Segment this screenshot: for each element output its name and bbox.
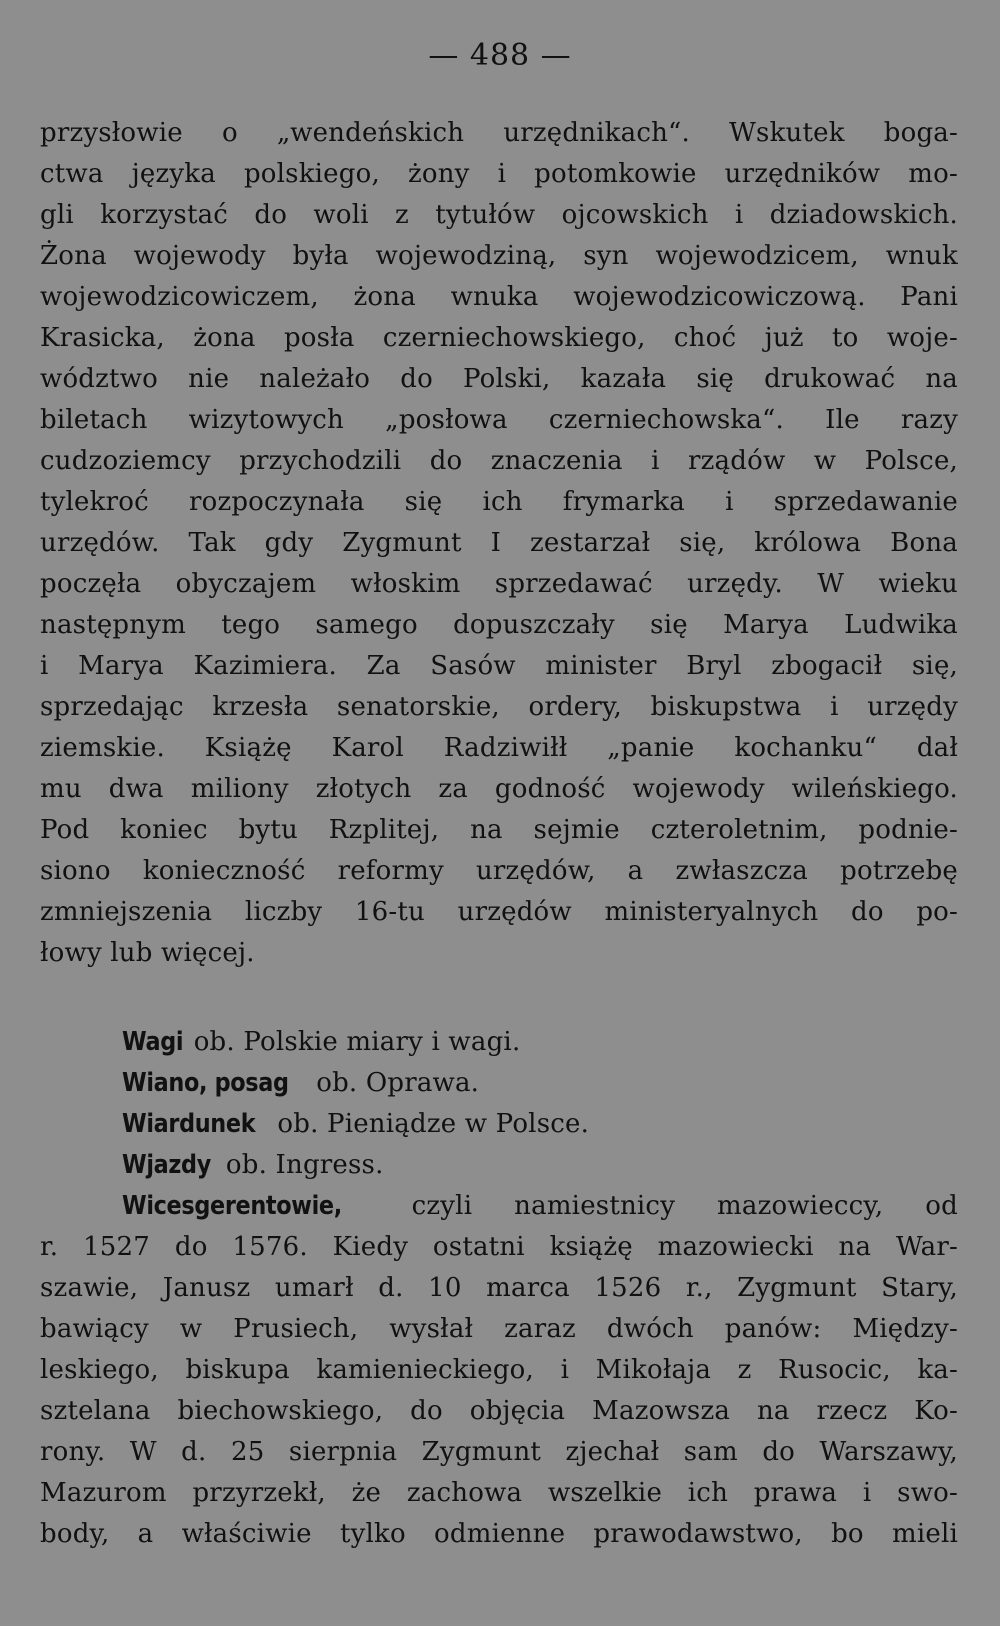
entry-text: ob. Polskie miary i wagi. [185,1027,521,1057]
entry-text: czyli namiestnicy mazowieccy, od [369,1191,958,1221]
text-line: tylekroć rozpoczynała się ich frymarka i sprzedawanie [40,487,958,517]
entry-headword: Wjazdy [122,1150,211,1180]
text-line: sztelana biechowskiego, do objęcia Mazowsza na rzecz Ko- [40,1396,958,1426]
entry-headword: Wagi [122,1027,184,1057]
entry-headword: Wiano, posag [122,1068,289,1098]
text-line: ctwa języka polskiego, żony i potomkowie urzędników mo- [40,159,958,189]
text-line: cudzoziemcy przychodzili do znaczenia i rządów w Polsce, [40,446,958,476]
text-line: Żona wojewody była wojewodziną, syn wojewodzicem, wnuk [40,241,958,271]
text-line: wojewodzicowiczem, żona wnuka wojewodzicowiczową. Pani [40,282,958,312]
text-line: biletach wizytowych „posłowa czerniechowska“. Ile razy [40,405,958,435]
text-line: i Marya Kazimiera. Za Sasów minister Bryl zbogacił się, [40,651,958,681]
entry-wiano [40,1063,958,1104]
dictionary-entries [40,1022,958,1555]
entry-headword: Wicesgerentowie, [122,1191,342,1221]
entry-text: ob. Pieniądze w Polsce. [268,1109,590,1139]
text-line: łowy lub więcej. [40,938,255,968]
text-line: gli korzystać do woli z tytułów ojcowskich i dziadowskich. [40,200,958,230]
text-line: poczęła obyczajem włoskim sprzedawać urzędy. W wieku [40,569,958,599]
entry-text: ob. Ingress. [217,1150,384,1180]
paragraph-main [40,113,958,974]
page-number: — 488 — [428,38,572,73]
entry-wicesgerentowie [40,1186,958,1227]
text-line: bawiący w Prusiech, wysłał zaraz dwóch panów: Między- [40,1314,958,1344]
text-line: leskiego, biskupa kamienieckiego, i Mikołaja z Rusocic, ka- [40,1355,958,1385]
text-line: zmniejszenia liczby 16-tu urzędów ministeryalnych do po- [40,897,958,927]
text-line: wództwo nie należało do Polski, kazała się drukować na [40,364,958,394]
text-line: body, a właściwie tylko odmienne prawodawstwo, bo mieli [40,1519,958,1549]
text-line: przysłowie o „wendeńskich urzędnikach“. Wskutek boga- [40,118,958,148]
text-line: szawie, Janusz umarł d. 10 marca 1526 r., Zygmunt Stary, [40,1273,958,1303]
text-line: mu dwa miliony złotych za godność wojewody wileńskiego. [40,774,958,804]
text-line: następnym tego samego dopuszczały się Marya Ludwika [40,610,958,640]
entry-headword: Wiardunek [122,1109,256,1139]
text-line: siono konieczność reformy urzędów, a zwłaszcza potrzebę [40,856,958,886]
text-line: ziemskie. Książę Karol Radziwiłł „panie kochanku“ dał [40,733,958,763]
text-line: rony. W d. 25 sierpnia Zygmunt zjechał sam do Warszawy, [40,1437,958,1467]
text-line: Krasicka, żona posła czerniechowskiego, choć już to woje- [40,323,958,353]
entry-wjazdy [40,1145,958,1186]
text-line: r. 1527 do 1576. Kiedy ostatni książę mazowiecki na War- [40,1232,958,1262]
entry-wiardunek [40,1104,958,1145]
text-line: Mazurom przyrzekł, że zachowa wszelkie ich prawa i swo- [40,1478,958,1508]
text-line: urzędów. Tak gdy Zygmunt I zestarzał się, królowa Bona [40,528,958,558]
entry-text: ob. Oprawa. [307,1068,480,1098]
text-line: Pod koniec bytu Rzplitej, na sejmie czteroletnim, podnie- [40,815,958,845]
text-line: sprzedając krzesła senatorskie, ordery, biskupstwa i urzędy [40,692,958,722]
entry-wagi [40,1022,958,1063]
